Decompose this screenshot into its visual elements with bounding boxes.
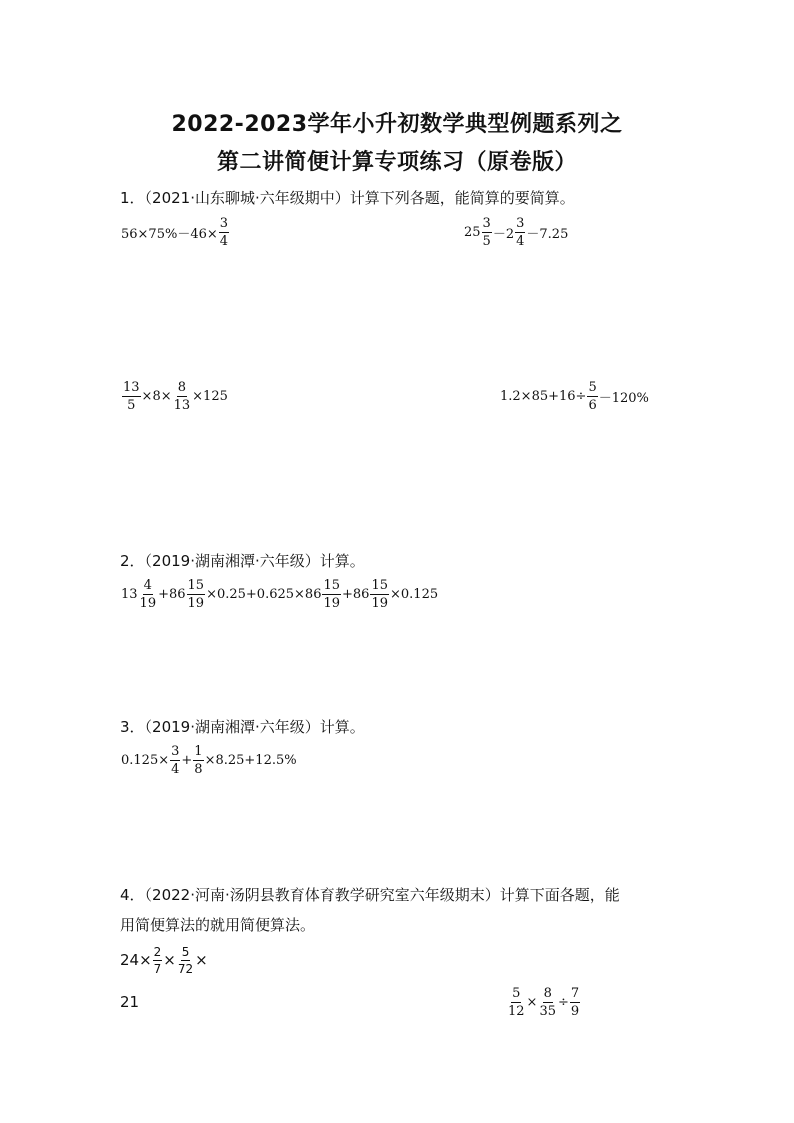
expr-text: ×125: [192, 388, 228, 404]
fraction: $\frac{13}{5}$: [123, 379, 140, 413]
fraction: $\frac{1}{8}$: [194, 743, 203, 777]
expr-text: ×: [526, 994, 538, 1010]
question-4-label-line1: 4．（2022·河南·汤阴县教育体育教学研究室六年级期末）计算下面各题，能: [120, 886, 620, 904]
fraction: 3 5: [482, 215, 491, 249]
q1-expression-1: [121, 214, 230, 250]
fraction: $\frac{8}{35}$: [539, 985, 556, 1019]
fraction: $\frac{7}{9}$: [570, 985, 580, 1019]
fraction: $\frac{3}{4}$: [171, 743, 180, 777]
expr-text: ×0.125: [390, 586, 439, 602]
expr-text: +86: [342, 586, 370, 602]
q1-expression-4: [500, 378, 649, 414]
fraction: 4 19: [139, 577, 157, 611]
expr-text: －120%: [598, 390, 649, 406]
expr-text: ÷: [558, 994, 569, 1010]
fraction: $\frac{5}{12}$: [508, 985, 525, 1019]
expr-text: 56×75%－46×: [121, 226, 218, 242]
expr-text: 1.2×85+16÷: [500, 388, 587, 404]
q4-expression-2: [506, 984, 581, 1020]
expr-text: 0.125×: [121, 752, 170, 768]
fraction: $\frac{5}{72}$: [177, 944, 194, 976]
question-1-label: 1．（2021·山东聊城·六年级期中）计算下列各题，能简算的要简算。: [120, 189, 575, 207]
title-line1: 2022-2023学年小升初数学典型例题系列之: [171, 112, 623, 137]
expr-text: ×: [163, 951, 176, 969]
title-line2: 第二讲简便计算专项练习（原卷版）: [216, 150, 577, 175]
q1-expression-3: [121, 378, 228, 414]
fraction: $\frac{8}{13}$: [173, 379, 191, 413]
fraction: $\frac{3}{4}$: [219, 215, 229, 249]
expr-text: ×8.25+12.5%: [204, 752, 297, 768]
fraction: $\frac{15}{19}$: [371, 577, 388, 611]
question-4-label-line2: 用简便算法的就用简便算法。: [120, 916, 316, 934]
q4-expression-1: [120, 942, 208, 978]
expr-text: 24×: [120, 951, 152, 969]
expr-text: +: [181, 752, 193, 768]
expr-text: +86: [158, 586, 186, 602]
expr-text: ×8×: [141, 388, 172, 404]
q3-expression: [121, 742, 297, 778]
expr-text: －7.25: [526, 226, 569, 242]
q1-expression-2: [464, 214, 568, 250]
fraction: 3 4: [516, 215, 525, 249]
question-2-label: 2．（2019·湖南湘潭·六年级）计算。: [120, 552, 365, 570]
expr-text: －2: [492, 226, 515, 242]
q2-expression: [121, 576, 438, 612]
expr-text: 13: [121, 586, 138, 602]
fraction: $\frac{5}{6}$: [588, 379, 597, 413]
expr-text: 25: [464, 224, 481, 240]
fraction: 15 19: [323, 577, 341, 611]
q4-expression-1-continued: 21: [120, 993, 140, 1011]
question-3-label: 3．（2019·湖南湘潭·六年级）计算。: [120, 718, 365, 736]
expr-text: ×0.25+0.625×86: [206, 586, 322, 602]
fraction: $\frac{2}{7}$: [153, 944, 162, 976]
fraction: $\frac{15}{19}$: [187, 577, 205, 611]
expr-text: ×: [195, 951, 208, 969]
